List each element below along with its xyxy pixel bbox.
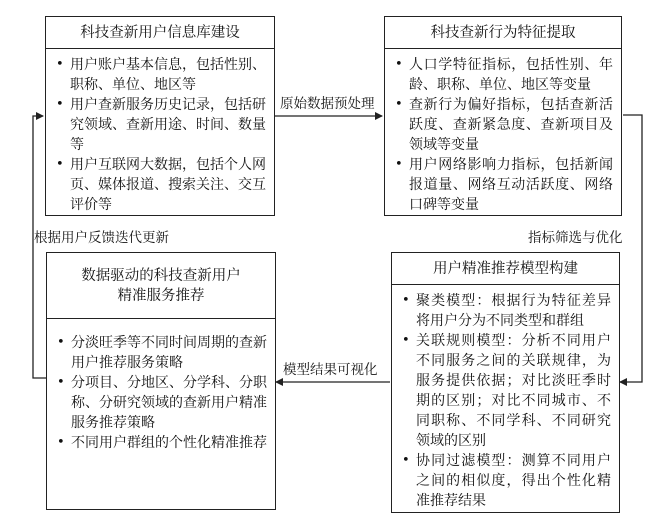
- list-item: • 用户网络影响力指标，包括新闻报道量、网络互动活跃度、网络口碑等变量: [395, 155, 613, 215]
- label-feedback-iteration: 根据用户反馈迭代更新: [34, 230, 169, 246]
- list-item: • 用户账户基本信息，包括性别、职称、单位、地区等: [56, 55, 266, 95]
- box-precision-service: [46, 252, 276, 510]
- list-item: • 用户查新服务历史记录，包括研究领域、查新用途、时间、数量等: [56, 95, 266, 155]
- box-title: 科技查新行为特征提取: [385, 17, 621, 49]
- item-list: [46, 49, 274, 215]
- box-title: 用户精准推荐模型构建: [392, 253, 619, 285]
- list-item: • 聚类模型：根据行为特征差异将用户分为不同类型和群组: [402, 291, 611, 331]
- list-item: • 协同过滤模型：测算不同用户之间的相似度，得出个性化精准推荐结果: [402, 451, 611, 511]
- label-raw-data-preprocessing: 原始数据预处理: [280, 96, 375, 112]
- box-title-line: 精准服务推荐: [117, 287, 205, 304]
- item-list: [385, 49, 621, 215]
- box-title: [47, 253, 275, 319]
- box-title: 科技查新用户信息库建设: [46, 17, 274, 49]
- list-item: • 人口学特征指标，包括性别、年龄、职称、单位、地区等变量: [395, 55, 613, 95]
- list-item: • 关联规则模型：分析不同用户不同服务之间的关联规律，为服务提供依据；对比淡旺季时期的区别；对比不同城市、不同职称、不同学科、不同研究领域的区别: [402, 331, 611, 451]
- list-item: • 分项目、分地区、分学科、分职称、分研究领域的查新用户精准服务推荐策略: [57, 373, 267, 433]
- list-item: • 分淡旺季等不同时间周期的查新用户推荐服务策略: [57, 333, 267, 373]
- arrow-selection: [620, 115, 642, 382]
- box-title-line: 数据驱动的科技查新用户: [81, 267, 241, 284]
- list-item: • 查新行为偏好指标，包括查新活跃度、查新紧急度、查新项目及领域等变量: [395, 95, 613, 155]
- list-item: • 不同用户群组的个性化精准推荐: [57, 433, 267, 453]
- list-item: • 用户互联网大数据，包括个人网页、媒体报道、搜索关注、交互评价等: [56, 155, 266, 215]
- box-recommendation-model: [391, 252, 620, 513]
- box-behavior-feature-extraction: [384, 16, 622, 216]
- box-user-database: [45, 16, 275, 216]
- item-list: [392, 285, 619, 511]
- label-model-visualization: 模型结果可视化: [283, 362, 378, 378]
- label-indicator-selection: 指标筛选与优化: [528, 230, 623, 246]
- item-list: [47, 319, 275, 453]
